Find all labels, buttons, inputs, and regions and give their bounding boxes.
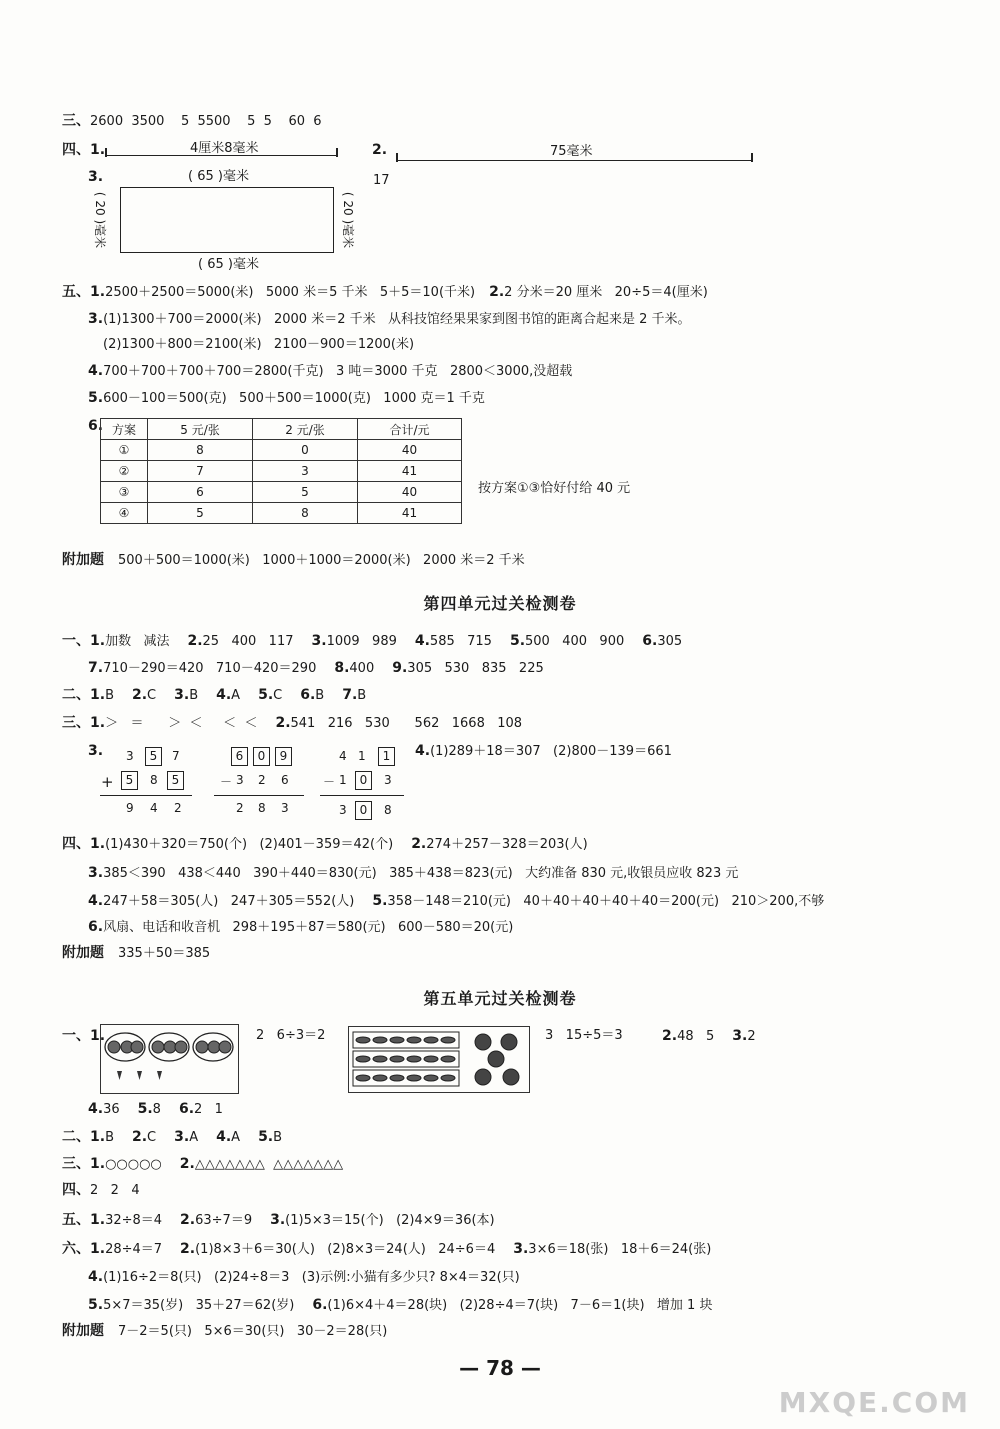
question-number: 3. [270, 1212, 286, 1228]
bonus-line-u5 [62, 1322, 387, 1341]
answer-text: 风扇、电话和收音机 298＋195＋87＝580(元) 600－580＝20(元) [103, 920, 514, 935]
th: 2 元/张 [253, 419, 358, 440]
digit: 6 [281, 773, 289, 787]
question-number: 6. [300, 687, 316, 703]
question-number: 5. [88, 1297, 104, 1313]
u4-l6 [62, 835, 588, 854]
question-number: 三、1. [62, 715, 106, 731]
answer-text: 3×6＝18(张) 18＋6＝24(张) [528, 1242, 712, 1257]
cell: 40 [358, 440, 462, 461]
rect-extra: 17 [373, 173, 390, 188]
table-row [101, 461, 462, 482]
digit: 1 [339, 773, 347, 787]
label: 五、1. [62, 284, 106, 300]
answer-text: 2 [747, 1029, 756, 1044]
question-number: 3. [732, 1028, 748, 1044]
digit: 2 [174, 801, 182, 815]
u4-l9 [88, 918, 513, 937]
bonus-label: 附加题 [62, 1323, 104, 1339]
digit: 4 [339, 749, 347, 763]
answer-text: (1)430＋320＝750(个) (2)401－359＝42(个) [105, 837, 394, 852]
u5-q1-label: 一、1. [62, 1028, 106, 1044]
label: 3. [88, 311, 104, 327]
question-number: 3. [174, 687, 190, 703]
rect-bottom-label: ( 65 )毫米 [198, 257, 259, 272]
th: 合计/元 [358, 419, 462, 440]
answer-text: 500 400 900 [525, 634, 625, 649]
sum-line [214, 795, 304, 796]
question-number: 2. [131, 1129, 148, 1145]
u5-l1d [662, 1027, 756, 1046]
u5-q1-answer-a: 2 6÷3＝2 [256, 1028, 326, 1043]
digit: 2 [236, 801, 244, 815]
question-number: 6. [312, 1297, 328, 1313]
answer-text: 305 [657, 634, 683, 649]
answer: 700＋700＋700＋700＝2800(千克) 3 吨＝3000 千克 2800＜3000,没超载 [103, 364, 573, 379]
answer: 600－100＝500(克) 500＋500＝1000(克) 1000 克＝1 千克 [103, 391, 485, 406]
answer-text: B [273, 1130, 283, 1145]
q4-2-label: 2. [372, 142, 388, 158]
answer-box: 5 [145, 747, 162, 766]
question-number: 2. [662, 1028, 678, 1044]
u4-l1 [62, 632, 682, 651]
answer-text: 2 1 [194, 1102, 223, 1117]
question-number: 6. [642, 633, 658, 649]
th: 方案 [101, 419, 148, 440]
answer-text: 36 [103, 1102, 120, 1117]
question-number: 2. [180, 1212, 196, 1228]
unit5-title: 第五单元过关检测卷 [423, 989, 577, 1008]
cell: 6 [148, 482, 253, 503]
answer-text: B [357, 688, 367, 703]
answer-box: 0 [253, 747, 270, 766]
digit: 3 [126, 749, 134, 763]
digit: 8 [258, 801, 266, 815]
tick [396, 153, 398, 162]
question-number: 6. [178, 1101, 195, 1117]
question-number: 4. [88, 1101, 104, 1117]
segment-2-length: 75毫米 [550, 144, 593, 159]
u5-l5 [62, 1181, 140, 1200]
question-number: 4. [216, 687, 232, 703]
question-number: 2. [180, 1241, 196, 1257]
cell: 8 [253, 503, 358, 524]
watermark-logo: MXQE.COM [778, 1386, 970, 1419]
u5-l4 [62, 1155, 343, 1174]
plan-table [100, 418, 462, 524]
answer: 2500＋2500＝5000(米) 5000 米＝5 千米 5＋5＝10(千米) [105, 285, 476, 300]
question-number: 8. [334, 660, 350, 676]
operator: － [323, 775, 336, 789]
cell: ③ [101, 482, 148, 503]
table-row [101, 503, 462, 524]
question-number: 5. [258, 1129, 274, 1145]
question-number: 4. [414, 633, 430, 649]
question-number: 2. [131, 687, 148, 703]
label: 三、 [62, 113, 90, 129]
u5-l2 [88, 1100, 223, 1119]
sec5-line4 [88, 362, 572, 381]
q4-3-label: 3. [88, 169, 104, 185]
answer-text: ○○○○○ [105, 1157, 162, 1172]
bonus-line-u4 [62, 944, 210, 963]
question-number: 四、 [62, 1182, 90, 1198]
cell: 8 [148, 440, 253, 461]
page-number-value: 78 [486, 1356, 514, 1380]
rectangle-figure [120, 187, 334, 253]
u5-l6 [62, 1211, 495, 1230]
answer-text: B [105, 688, 114, 703]
sec5-line5 [88, 389, 485, 408]
u5-q1-answer-b: 3 15÷5＝3 [545, 1028, 623, 1043]
answer: (1)1300＋700＝2000(米) 2000 米＝2 千米 从科技馆经果果家到图书馆的距离合起来是 2 千米。 [103, 312, 691, 327]
cell: ④ [101, 503, 148, 524]
answer-text: ＞ ＝ ＞ ＜ ＜ ＜ [105, 716, 258, 731]
answer: 2 分米＝20 厘米 20÷5＝4(厘米) [504, 285, 708, 300]
question-number: 7. [88, 660, 104, 676]
vegetable-tomato-illustration [349, 1027, 529, 1092]
cell: 3 [253, 461, 358, 482]
u4-l3 [62, 686, 366, 705]
digit: 9 [126, 801, 134, 815]
answer-text: (1)289＋18＝307 (2)800－139＝661 [430, 744, 672, 759]
answer-text: 2 2 4 [90, 1183, 140, 1198]
answer-text: (1)6×4＋4＝28(块) (2)28÷4＝7(块) 7－6＝1(块) 增加 1 块 [327, 1298, 713, 1313]
u5-l8 [88, 1268, 520, 1287]
plan-note: 按方案①③恰好付给 40 元 [478, 481, 631, 496]
answer-box: 5 [167, 771, 184, 790]
page-number: — 78 — [459, 1356, 541, 1380]
answer-text: 305 530 835 225 [407, 661, 544, 676]
sec5-line2 [88, 310, 691, 329]
answer-text: 710－290＝420 710－420＝290 [103, 661, 317, 676]
sec5-line3: (2)1300＋800＝2100(米) 2100－900＝1200(米) [103, 337, 415, 352]
rect-right-label: ( 20 )毫米 [341, 191, 356, 249]
sum-line [100, 795, 192, 796]
answer-text: 5×7＝35(岁) 35＋27＝62(岁) [103, 1298, 295, 1313]
tick [105, 148, 107, 157]
bonus-line-u3 [62, 551, 525, 570]
answer-text: A [189, 1130, 199, 1145]
cell: 0 [253, 440, 358, 461]
digit: 8 [384, 803, 392, 817]
question-number: 三、1. [62, 1156, 106, 1172]
digit: 2 [258, 773, 266, 787]
table-header-row [101, 419, 462, 440]
answer-text: 1009 989 [326, 634, 397, 649]
vegetable-picture-box [348, 1026, 530, 1093]
answer-text: 358－148＝210(元) 40＋40＋40＋40＋40＝200(元) 210＞200,不够 [387, 894, 825, 909]
answer-text: 25 400 117 [202, 634, 294, 649]
operator: － [220, 775, 233, 789]
answer-text: B [105, 1130, 114, 1145]
cell: 7 [148, 461, 253, 482]
answer-text: 8 [152, 1102, 161, 1117]
answer-text: 541 216 530 562 1668 108 [290, 716, 523, 731]
u4-l8 [88, 892, 824, 911]
answer-text: C [147, 688, 157, 703]
u4-l7 [88, 864, 738, 883]
rect-top-label: ( 65 )毫米 [188, 169, 249, 184]
answer-box: 5 [121, 771, 138, 790]
question-number: 2. [179, 1156, 195, 1172]
answer-text: A [231, 688, 241, 703]
answer-text: B [315, 688, 325, 703]
q5-6-label: 6. [88, 418, 104, 434]
answer-text: 400 [349, 661, 375, 676]
answer-text: 585 715 [429, 634, 492, 649]
apple-strawberry-illustration [101, 1025, 238, 1093]
question-number: 5. [372, 893, 388, 909]
question-number: 3. [311, 633, 327, 649]
answer-text: (1)16÷2＝8(只) (2)24÷8＝3 (3)示例:小猫有多少只? 8×4＝32(只) [103, 1270, 520, 1285]
answer-box: 9 [275, 747, 292, 766]
answer-text: C [273, 688, 283, 703]
question-number: 4. [216, 1129, 232, 1145]
bonus-label: 附加题 [62, 552, 104, 568]
digit: 3 [384, 773, 392, 787]
question-number: 六、1. [62, 1241, 106, 1257]
operator: + [101, 773, 114, 791]
u4-q3-label: 3. [88, 743, 104, 759]
question-number: 2. [187, 633, 203, 649]
label: 5. [88, 390, 104, 406]
question-number: 7. [342, 687, 358, 703]
question-number: 5. [137, 1101, 153, 1117]
digit: 3 [236, 773, 244, 787]
rect-left-label: ( 20 )毫米 [93, 191, 108, 249]
sec5-line1 [62, 283, 708, 302]
u5-l7 [62, 1240, 711, 1259]
answer-text: 加数 减法 [105, 634, 170, 649]
cell: ② [101, 461, 148, 482]
question-number: 2. [411, 836, 427, 852]
answer-text: 32÷8＝4 [105, 1213, 163, 1228]
answer-text: △△△△△△△ △△△△△△△ [194, 1157, 344, 1172]
cell: 40 [358, 482, 462, 503]
answer-box: 6 [231, 747, 248, 766]
question-number: 4. [88, 1269, 104, 1285]
answer-text: B [189, 688, 199, 703]
question-number: 二、1. [62, 1129, 106, 1145]
digit: 1 [358, 749, 366, 763]
u4-l4 [62, 714, 522, 733]
answer-text: (1)8×3＋6＝30(人) (2)8×3＝24(人) 24÷6＝4 [195, 1242, 496, 1257]
answer-text: 385＜390 438＜440 390＋440＝830(元) 385＋438＝823(元) 大约准备 830 元,收银员应收 823 元 [103, 866, 739, 881]
answer-text: 28÷4＝7 [105, 1242, 163, 1257]
th: 5 元/张 [148, 419, 253, 440]
answer-text: 274＋257－328＝203(人) [426, 837, 588, 852]
u5-l3 [62, 1128, 282, 1147]
answer-text: 247＋58＝305(人) 247＋305＝552(人) [103, 894, 355, 909]
digit: 3 [339, 803, 347, 817]
answer: 500＋500＝1000(米) 1000＋1000＝2000(米) 2000 米＝2 千米 [118, 553, 525, 568]
cell: 41 [358, 461, 462, 482]
answer-box: 1 [378, 747, 395, 766]
question-number: 4. [415, 743, 431, 759]
answer-box: 0 [355, 801, 372, 820]
question-number: 3. [88, 865, 104, 881]
question-number: 3. [513, 1241, 529, 1257]
bonus-label: 附加题 [62, 945, 104, 961]
question-number: 二、1. [62, 687, 106, 703]
question-number: 3. [174, 1129, 190, 1145]
digit: 8 [150, 773, 158, 787]
answer: 2600 3500 5 5500 5 5 60 6 [90, 114, 322, 129]
question-number: 五、1. [62, 1212, 106, 1228]
question-number: 4. [88, 893, 104, 909]
label: 2. [489, 284, 505, 300]
answer: 7－2＝5(只) 5×6＝30(只) 30－2＝28(只) [118, 1324, 388, 1339]
answer-text: 48 5 [677, 1029, 715, 1044]
answer-box: 0 [355, 771, 372, 790]
q4-1-label: 四、1. [62, 142, 106, 158]
segment-1-length: 4厘米8毫米 [190, 141, 259, 156]
table-row [101, 482, 462, 503]
digit: 7 [172, 749, 180, 763]
cell: ① [101, 440, 148, 461]
sec3-line [62, 112, 322, 131]
digit: 3 [281, 801, 289, 815]
table-row [101, 440, 462, 461]
question-number: 一、1. [62, 633, 106, 649]
apple-picture-box [100, 1024, 239, 1094]
cell: 5 [253, 482, 358, 503]
unit4-title: 第四单元过关检测卷 [423, 594, 577, 613]
answer-text: A [231, 1130, 241, 1145]
tick [336, 148, 338, 157]
answer-text: 63÷7＝9 [195, 1213, 253, 1228]
u5-l9 [88, 1296, 712, 1315]
u4-l2 [88, 659, 544, 678]
answer-text: C [147, 1130, 157, 1145]
u4-l5b [415, 742, 672, 761]
question-number: 5. [258, 687, 274, 703]
label: 4. [88, 363, 104, 379]
cell: 41 [358, 503, 462, 524]
digit: 4 [150, 801, 158, 815]
answer-text: (1)5×3＝15(个) (2)4×9＝36(本) [285, 1213, 495, 1228]
question-number: 四、1. [62, 836, 106, 852]
question-number: 9. [392, 660, 408, 676]
cell: 5 [148, 503, 253, 524]
tick [751, 153, 753, 162]
question-number: 6. [88, 919, 104, 935]
question-number: 2. [275, 715, 291, 731]
question-number: 5. [509, 633, 526, 649]
sum-line [320, 795, 404, 796]
answer: 335＋50＝385 [118, 946, 211, 961]
